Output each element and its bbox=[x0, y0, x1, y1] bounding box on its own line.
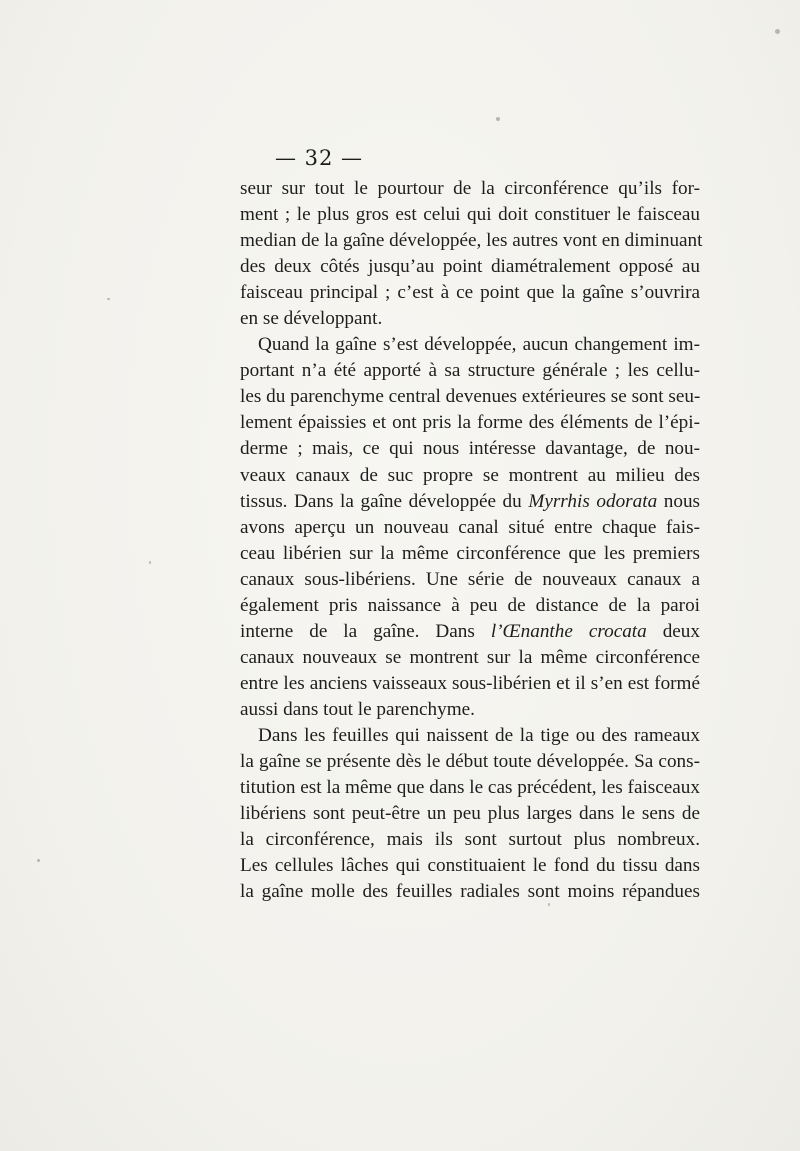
text-line bbox=[240, 697, 700, 723]
text-segment: deux bbox=[646, 620, 700, 642]
paper-speck bbox=[149, 561, 151, 564]
text-line bbox=[240, 593, 700, 619]
text-segment: Quand la gaîne s’est développée, aucun changement im- bbox=[258, 334, 700, 356]
text-segment: tissus. Dans la gaîne développée du bbox=[240, 490, 529, 512]
paper-speck bbox=[496, 117, 500, 121]
text-line bbox=[240, 332, 700, 358]
text-line bbox=[240, 567, 700, 593]
text-segment: interne de la gaîne. Dans bbox=[240, 620, 491, 642]
text-line bbox=[240, 853, 700, 879]
text-segment: lement épaissies et ont pris la forme des éléments de l’épi- bbox=[240, 412, 700, 434]
text-line bbox=[240, 775, 700, 801]
text-segment: également pris naissance à peu de distance de la paroi bbox=[240, 594, 700, 616]
text-line bbox=[240, 436, 700, 462]
text-segment: titution est la même que dans le cas précédent, les faisceaux bbox=[240, 777, 700, 799]
text-line bbox=[240, 254, 700, 280]
text-segment: la gaîne se présente dès le début toute développée. Sa cons- bbox=[240, 751, 700, 773]
paper-speck bbox=[107, 298, 110, 300]
text-segment: les du parenchyme central devenues extérieures se sont seu- bbox=[240, 386, 701, 408]
text-segment: entre les anciens vaisseaux sous-libérien et il s’en est formé bbox=[240, 672, 700, 694]
text-segment: des deux côtés jusqu’au point diamétralement opposé au bbox=[240, 256, 700, 278]
text-segment: derme ; mais, ce qui nous intéresse davantage, de nou- bbox=[240, 438, 700, 460]
text-line bbox=[240, 827, 700, 853]
text-line bbox=[240, 176, 700, 202]
text-segment: Dans les feuilles qui naissent de la tige ou des rameaux bbox=[258, 724, 700, 746]
text-line bbox=[240, 384, 700, 410]
text-segment: Les cellules lâches qui constituaient le fond du tissu dans bbox=[240, 855, 700, 877]
text-line bbox=[240, 671, 700, 697]
paper-speck bbox=[37, 859, 40, 862]
text-line bbox=[240, 463, 700, 489]
text-line bbox=[240, 306, 700, 332]
text-segment: median de la gaîne développée, les autres vont en diminuant bbox=[240, 230, 703, 252]
text-segment: libériens sont peut-être un peu plus larges dans le sens de bbox=[240, 803, 700, 825]
text-line bbox=[240, 228, 703, 254]
text-line bbox=[240, 358, 700, 384]
text-line bbox=[240, 280, 700, 306]
text-segment: aussi dans tout le parenchyme. bbox=[240, 698, 475, 720]
text-line bbox=[240, 619, 700, 645]
text-line bbox=[240, 515, 700, 541]
text-line bbox=[240, 723, 700, 749]
text-line bbox=[240, 489, 700, 515]
text-segment: faisceau principal ; c’est à ce point que la gaîne s’ouvrira bbox=[240, 282, 700, 304]
text-segment: nous bbox=[657, 490, 701, 512]
text-segment: ment ; le plus gros est celui qui doit constituer le faisceau bbox=[240, 204, 700, 226]
text-segment: seur sur tout le pourtour de la circonférence qu’ils for- bbox=[240, 178, 700, 199]
text-line bbox=[240, 749, 700, 775]
text-line bbox=[240, 879, 700, 905]
text-segment: ceau libérien sur la même circonférence que les premiers bbox=[240, 542, 700, 564]
text-segment: canaux nouveaux se montrent sur la même circonférence bbox=[240, 646, 700, 668]
text-line bbox=[240, 202, 700, 228]
text-segment: en se développant. bbox=[240, 308, 383, 330]
italic-species-name: l’Œnanthe crocata bbox=[490, 620, 647, 642]
text-line bbox=[240, 645, 700, 671]
text-line bbox=[240, 541, 700, 567]
page-number: — 32 — bbox=[274, 146, 364, 170]
text-segment: canaux sous-libériens. Une série de nouveaux canaux a bbox=[240, 568, 700, 590]
paper-speck bbox=[548, 903, 550, 906]
italic-species-name: Myrrhis odorata bbox=[528, 490, 658, 512]
text-line bbox=[240, 410, 700, 436]
text-line bbox=[240, 801, 700, 827]
text-segment: avons aperçu un nouveau canal situé entre chaque fais- bbox=[240, 516, 700, 538]
text-segment: veaux canaux de suc propre se montrent au milieu des bbox=[240, 464, 700, 486]
body-text bbox=[240, 176, 703, 905]
text-segment: la circonférence, mais ils sont surtout plus nombreux. bbox=[240, 829, 700, 851]
paper-speck bbox=[775, 29, 780, 34]
text-segment: la gaîne molle des feuilles radiales sont moins répandues bbox=[240, 881, 700, 903]
text-segment: portant n’a été apporté à sa structure générale ; les cellu- bbox=[240, 360, 700, 382]
